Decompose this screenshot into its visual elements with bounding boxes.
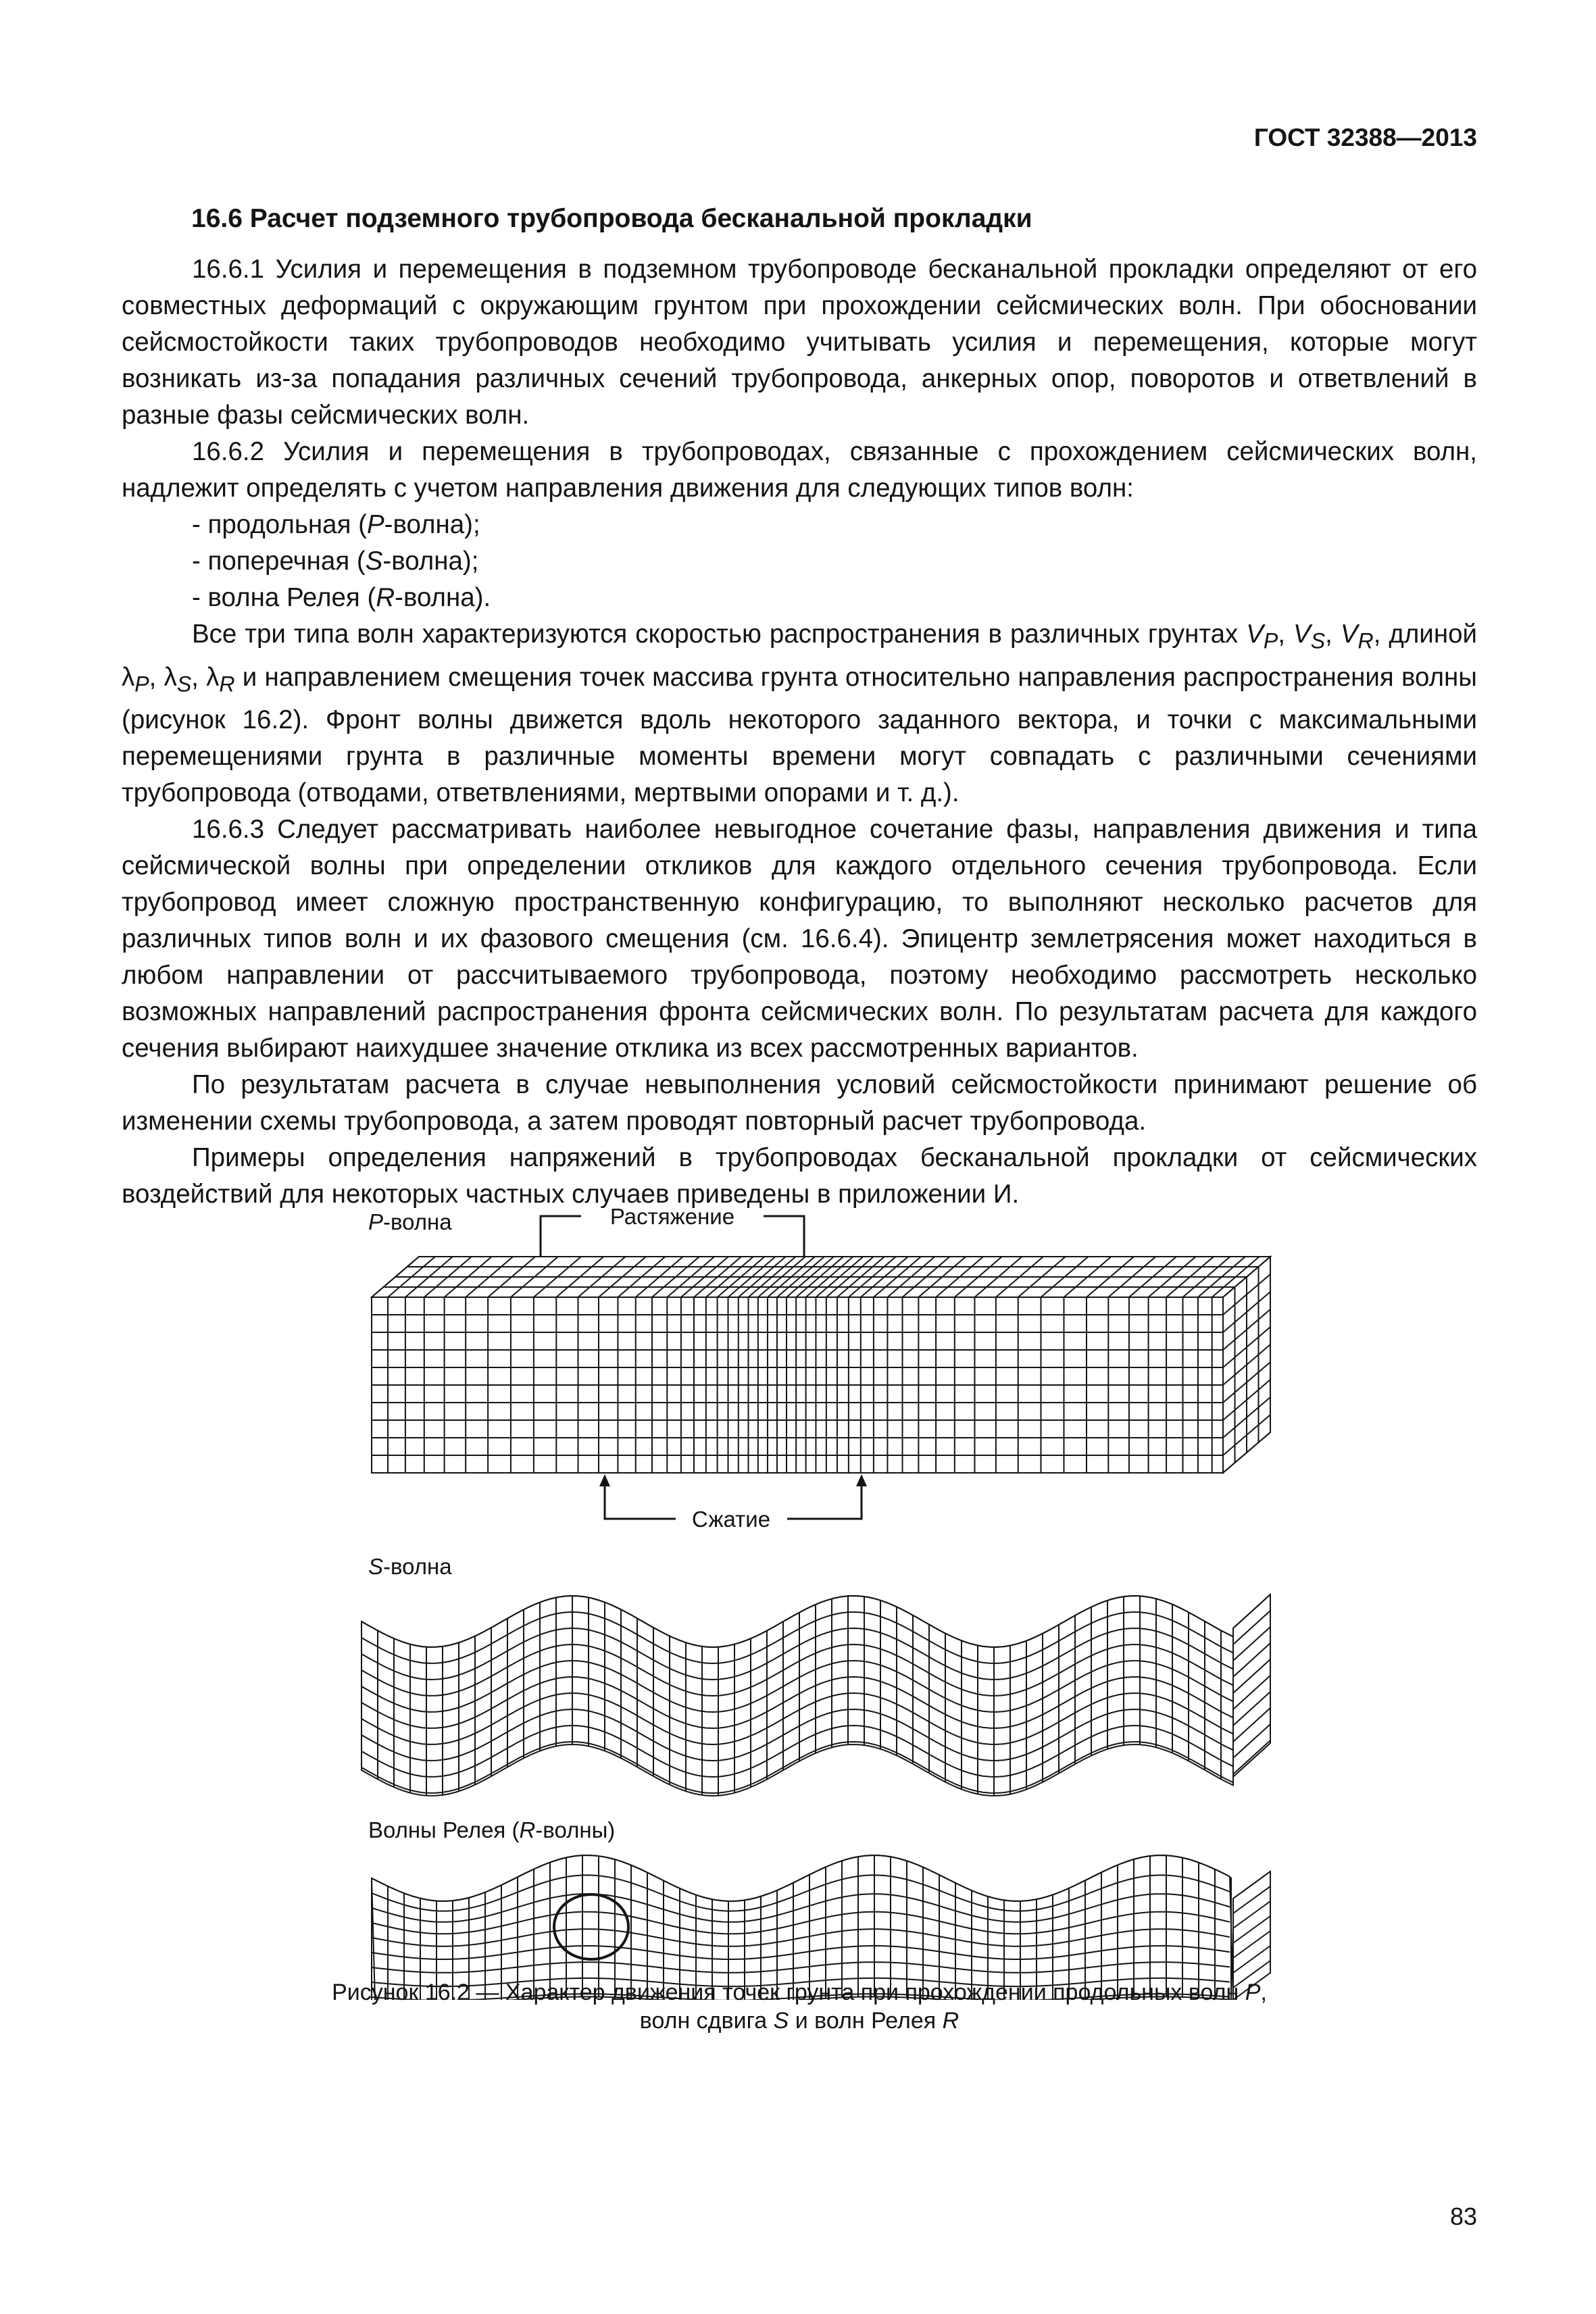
rayleigh-wave-label: Волны Релея (R-волны): [368, 1817, 616, 1842]
caption-line-2: волн сдвига S и волн Релея R: [639, 2008, 959, 2034]
figure-caption: [122, 1978, 1477, 2035]
paragraph-results: По результатам расчета в случае невыполнения условий сейсмостойкости принимают решение об изменении схемы трубопровода, а затем проводят повторный расчет трубопровода.: [122, 1070, 1477, 1136]
document-header: ГОСТ 32388—2013: [1253, 124, 1477, 151]
tension-label: Растяжение: [609, 1204, 735, 1229]
list-item-p-wave: - продольная (P-волна);: [192, 510, 480, 539]
compression-arrow-left: [599, 1474, 610, 1486]
s-wave-block: [361, 1594, 1270, 1796]
p-wave-label: P-волна: [368, 1209, 452, 1234]
paragraph-16-6-2: 16.6.2 Усилия и перемещения в трубопроводах, связанные с прохождением сейсмических волн, надлежит определять с учетом направления движения для следующих типов волн:: [122, 437, 1477, 503]
list-item-r-wave: - волна Релея (R-волна).: [192, 583, 491, 612]
paragraph-wave-types: Все три типа волн характеризуются скоростью распространения в различных грунтах $V_P$, $V_S$, $V_R$, длиной $\lambda_P$, $\lambda_S$, $\lambda_R$ и направлением смещения точек массива грунта относительно направления распространения волны (рисунок 16.2). Фронт волны движется вдоль некоторого заданного вектора, и точки с максимальными перемещениями грунта в различные моменты времени могут совпадать с различными сечениями трубопровода (отводами, ответвлениями, мертвыми опорами и т. д.).: [122, 620, 1477, 808]
compression-label: Сжатие: [691, 1507, 771, 1532]
paragraph-16-6-3: 16.6.3 Следует рассматривать наиболее невыгодное сочетание фазы, направления движения и типа сейсмической волны при определении откликов для каждого отдельного сечения трубопровода. Если трубопровод имеет сложную пространственную конфигурацию, то выполняют несколько расчетов для различных типов волн и их фазового смещения (см. 16.6.4). Эпицентр землетрясения может находиться в любом направлении от рассчитываемого трубопровода, поэтому необходимо рассмотреть несколько возможных направлений распространения фронта сейсмических волн. По результатам расчета для каждого сечения выбирают наихудшее значение отклика из всех рассмотренных вариантов.: [122, 815, 1477, 1063]
body-text: [122, 251, 1477, 1213]
compression-arrow-right: [856, 1474, 867, 1486]
page-number: 83: [1449, 2203, 1477, 2230]
p-wave-block: [372, 1257, 1270, 1473]
seismic-waves-figure: [297, 1189, 1311, 2000]
paragraph-examples: Примеры определения напряжений в трубопроводах бесканальной прокладки от сейсмических воздействий для некоторых частных случаев приведены в приложении И.: [122, 1143, 1477, 1209]
s-wave-label: S-волна: [368, 1554, 452, 1579]
list-item-s-wave: - поперечная (S-волна);: [192, 547, 479, 576]
section-title: 16.6 Расчет подземного трубопровода бесканальной прокладки: [191, 204, 1032, 233]
paragraph-16-6-1: 16.6.1 Усилия и перемещения в подземном трубопроводе бесканальной прокладки определяют от его совместных деформаций с окружающим грунтом при прохождении сейсмических волн. При обосновании сейсмостойкости таких трубопроводов необходимо учитывать усилия и перемещения, которые могут возникать из-за попадания различных сечений трубопровода, анкерных опор, поворотов и ответвлений в разные фазы сейсмических волн.: [122, 255, 1477, 430]
caption-line-1: Рисунок 16.2 — Характер движения точек грунта при прохождении продольных волн P,: [332, 1980, 1267, 2005]
